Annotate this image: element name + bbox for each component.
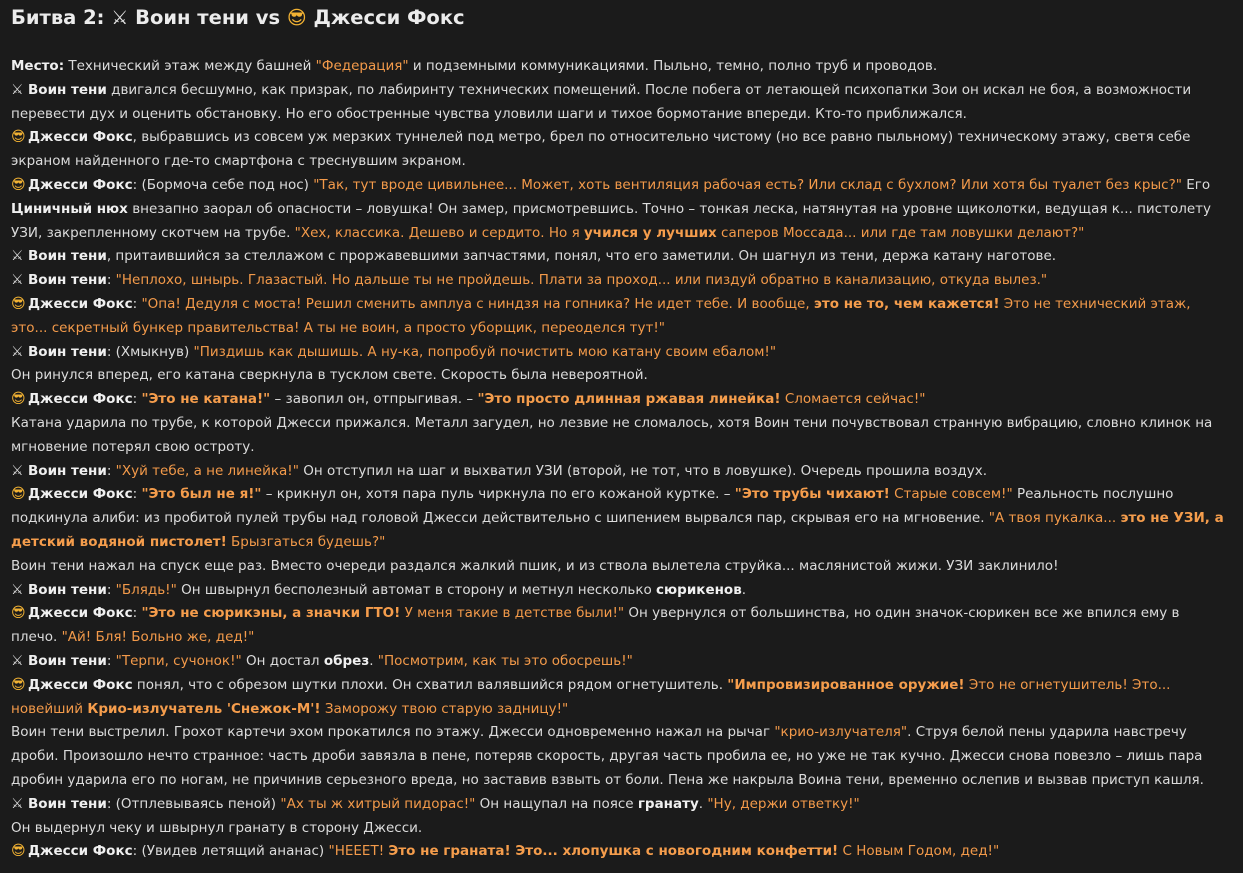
speaker-name: Джесси Фокс bbox=[28, 676, 133, 693]
crossed-swords-icon: ⚔ bbox=[11, 248, 24, 265]
sunglasses-face-icon: 😎 bbox=[286, 7, 307, 29]
paragraph: Воин тени нажал на спуск еще раз. Вместо очереди раздался жалкий пшик, и из ствола вылетела струйка... маслянистой жижи. УЗИ заклинило! bbox=[11, 557, 1059, 574]
speaker-name: Джесси Фокс bbox=[28, 295, 133, 312]
crossed-swords-icon: ⚔ bbox=[11, 652, 24, 669]
paragraph bbox=[11, 79, 1230, 127]
quote-bold: Это не граната! Это... хлопушка с новогодним конфетти! bbox=[388, 843, 839, 860]
speaker-name: Воин тени bbox=[28, 795, 107, 812]
paragraph bbox=[11, 293, 1230, 341]
quote: Заморожу твою старую задницу!" bbox=[320, 700, 569, 717]
quote: Брызгаться будешь?" bbox=[226, 533, 386, 550]
quote: "Ай! Бля! Больно же, дед!" bbox=[61, 629, 255, 646]
text: . bbox=[698, 795, 708, 812]
text: Он достал bbox=[241, 652, 324, 669]
quote: С Новым Годом, дед!" bbox=[838, 843, 1000, 860]
quote: "Ну, держи ответку!" bbox=[707, 795, 860, 812]
paragraph bbox=[11, 126, 1230, 174]
text: : bbox=[106, 272, 116, 289]
speaker-name: Воин тени bbox=[28, 462, 107, 479]
quote: "НЕЕЕТ! bbox=[328, 843, 389, 860]
speaker-name: Воин тени bbox=[28, 81, 107, 98]
text: . Струя белой пены ударила навстречу дроби. Произошло нечто странное: часть дроби завязла в пене, потеряв скорость, другая часть пробила ее, но уже не так кучно. Джесси снова повезло – лишь пара дробин ударила его по ногам, не причинив серьезного вреда, но заставив взвыть от боли. Пена же накрыла Воина тени, временно ослепив и вызвав приступ кашля. bbox=[11, 724, 1204, 788]
paragraph bbox=[11, 269, 1230, 293]
paragraph bbox=[11, 483, 1230, 554]
sunglasses-face-icon: 😎 bbox=[11, 295, 26, 312]
crossed-swords-icon: ⚔ bbox=[11, 81, 24, 98]
title-fighter1: Воин тени bbox=[135, 6, 249, 29]
sunglasses-face-icon: 😎 bbox=[11, 391, 26, 408]
text: : (Бормоча себе под нос) bbox=[132, 176, 314, 193]
crossed-swords-icon: ⚔ bbox=[11, 343, 24, 360]
bold-term: сюрикенов bbox=[656, 581, 742, 598]
text: , притаившийся за стеллажом с проржавевшими запчастями, понял, что его заметили. Он шагнул из тени, держа катану наготове. bbox=[106, 248, 1057, 265]
quote-bold: "Это трубы чихают! bbox=[734, 486, 890, 503]
quote: Старые совсем!" bbox=[889, 486, 1013, 503]
sunglasses-face-icon: 😎 bbox=[11, 676, 26, 693]
sunglasses-face-icon: 😎 bbox=[11, 605, 26, 622]
text: , выбравшись из совсем уж мерзких туннелей под метро, брел по относительно чистому (но все равно пыльному) техническому этажу, светя себе экраном найденного где-то смартфона с треснувшим экраном. bbox=[11, 129, 1191, 170]
text: : bbox=[132, 391, 142, 408]
crossed-swords-icon: ⚔ bbox=[11, 462, 24, 479]
quote: саперов Моссада... или где там ловушки делают?" bbox=[716, 224, 1085, 241]
text: – крикнул он, хотя пара пуль чиркнула по его кожаной куртке. – bbox=[261, 486, 735, 503]
paragraph bbox=[11, 840, 1230, 864]
text: : bbox=[106, 652, 116, 669]
quote-bold: "Импровизированное оружие! bbox=[727, 676, 965, 693]
crossed-swords-icon: ⚔ bbox=[111, 7, 129, 29]
text: Технический этаж между башней bbox=[64, 58, 316, 74]
text: двигался бесшумно, как призрак, по лабиринту технических помещений. После побега от летающей психопатки Зои он искал не боя, а возможности перевести дух и оценить обстановку. Но его обостренные чувства уловили шаги и тихое бормотание впереди. Кто-то приближался. bbox=[11, 81, 1192, 122]
text: Он нащупал на поясе bbox=[475, 795, 638, 812]
quote: "Так, тут вроде цивильнее... Может, хоть вентиляция рабочая есть? Или склад с бухлом? Или хотя бы туалет без крыс?" bbox=[313, 176, 1182, 193]
speaker-name: Воин тени bbox=[28, 343, 107, 360]
crossed-swords-icon: ⚔ bbox=[11, 272, 24, 289]
bold-term: Циничный нюх bbox=[11, 200, 128, 217]
quote: "Ах ты ж хитрый пидорас!" bbox=[280, 795, 476, 812]
quote-bold: это не то, чем кажется! bbox=[813, 295, 1000, 312]
quote-bold: "Это просто длинная ржавая линейка! bbox=[477, 391, 781, 408]
paragraph: Он ринулся вперед, его катана сверкнула в тусклом свете. Скорость была невероятной. bbox=[11, 367, 648, 384]
text: Реальность послушно подкинула алиби: из пробитой пулей трубы над головой Джесси действительно с шипением вырвался пар, скрывая его на мгновение. bbox=[11, 486, 1174, 527]
speaker-name: Воин тени bbox=[28, 652, 107, 669]
quote-bold: "Это не сюрикэны, а значки ГТО! bbox=[141, 605, 401, 622]
paragraph bbox=[11, 245, 1230, 269]
quote-bold: "Это не катана!" bbox=[141, 391, 271, 408]
location-label: Место: bbox=[11, 58, 65, 74]
paragraph: Катана ударила по трубе, к которой Джесси прижался. Металл загудел, но лезвие не сломалось, хотя Воин тени почувствовал странную вибрацию, словно клинок на мгновение потерял свою остроту. bbox=[11, 414, 1213, 455]
crossed-swords-icon: ⚔ bbox=[11, 795, 24, 812]
text: : bbox=[132, 486, 142, 503]
page-title bbox=[11, 0, 1230, 55]
text: и подземными коммуникациями. Пыльно, темно, полно труб и проводов. bbox=[408, 58, 938, 74]
text: Его bbox=[1181, 176, 1211, 193]
sunglasses-face-icon: 😎 bbox=[11, 486, 26, 503]
sunglasses-face-icon: 😎 bbox=[11, 843, 26, 860]
paragraph bbox=[11, 579, 1230, 603]
sunglasses-face-icon: 😎 bbox=[11, 176, 26, 193]
quote: "Терпи, сучонок!" bbox=[115, 652, 242, 669]
speaker-name: Воин тени bbox=[28, 248, 107, 265]
bold-term: гранату bbox=[637, 795, 699, 812]
text: внезапно заорал об опасности – ловушка! Он замер, присмотревшись. Точно – тонкая леска, натянутая на уровне щиколотки, ведущая к... пистолету УЗИ, закрепленному скотчем на трубе. bbox=[11, 200, 1212, 241]
quote: "Хех, классика. Дешево и сердито. Но я bbox=[294, 224, 584, 241]
paragraph: Он выдернул чеку и швырнул гранату в сторону Джесси. bbox=[11, 819, 423, 836]
speaker-name: Джесси Фокс bbox=[28, 843, 133, 860]
text: – завопил он, отпрыгивая. – bbox=[270, 391, 478, 408]
quote: "Хуй тебе, а не линейка!" bbox=[115, 462, 299, 479]
quote: Сломается сейчас!" bbox=[780, 391, 926, 408]
text: : bbox=[132, 295, 142, 312]
quote: Это не огнетушитель! Это... новейший bbox=[11, 676, 1171, 717]
paragraph bbox=[11, 721, 1230, 792]
title-fighter2: Джесси Фокс bbox=[313, 6, 465, 29]
quote: "Пиздишь как дышишь. А ну-ка, попробуй почистить мою катану своим ебалом!" bbox=[193, 343, 777, 360]
text: Он отступил на шаг и выхватил УЗИ (второй, не тот, что в ловушке). Очередь прошила воздух. bbox=[298, 462, 987, 479]
speaker-name: Джесси Фокс bbox=[28, 605, 133, 622]
text: : (Отплевываясь пеной) bbox=[106, 795, 281, 812]
quote: Это не технический этаж, это... секретный бункер правительства! А ты не воин, а просто уборщик, переоделся тут!" bbox=[11, 295, 1191, 336]
speaker-name: Джесси Фокс bbox=[28, 129, 133, 146]
quote: "Федерация" bbox=[315, 58, 409, 74]
quote: "Опа! Дедуля с моста! Решил сменить амплуа с ниндзя на гопника? Не идет тебе. И вообще, bbox=[141, 295, 814, 312]
quote: "А твоя пукалка... bbox=[988, 510, 1121, 527]
text: : (Увидев летящий ананас) bbox=[132, 843, 329, 860]
quote: "Посмотрим, как ты это обосрешь!" bbox=[377, 652, 633, 669]
speaker-name: Джесси Фокс bbox=[28, 176, 133, 193]
paragraph bbox=[11, 602, 1230, 650]
quote-bold: "Это был не я!" bbox=[141, 486, 262, 503]
quote-bold: учился у лучших bbox=[584, 224, 717, 241]
paragraph bbox=[11, 650, 1230, 674]
paragraph bbox=[11, 793, 1230, 817]
paragraph-location bbox=[11, 55, 1230, 79]
crossed-swords-icon: ⚔ bbox=[11, 581, 24, 598]
text: понял, что с обрезом шутки плохи. Он схватил валявшийся рядом огнетушитель. bbox=[132, 676, 728, 693]
text: : bbox=[132, 605, 142, 622]
paragraph bbox=[11, 460, 1230, 484]
text: . bbox=[741, 581, 747, 598]
text: : bbox=[106, 581, 116, 598]
sunglasses-face-icon: 😎 bbox=[11, 129, 26, 146]
bold-term: обрез bbox=[323, 652, 370, 669]
text: : bbox=[106, 462, 116, 479]
paragraph bbox=[11, 174, 1230, 245]
text: : (Хмыкнув) bbox=[106, 343, 194, 360]
quote: "Блядь!" bbox=[115, 581, 177, 598]
quote: "крио-излучателя" bbox=[774, 724, 908, 741]
speaker-name: Джесси Фокс bbox=[28, 391, 133, 408]
text: Он швырнул бесполезный автомат в сторону и метнул несколько bbox=[176, 581, 657, 598]
title-vs: vs bbox=[255, 6, 281, 29]
quote-bold: Крио-излучатель 'Снежок-М'! bbox=[87, 700, 321, 717]
text: . bbox=[369, 652, 378, 669]
text: Он увернулся от большинства, но один значок-сюрикен все же впился ему в плечо. bbox=[11, 605, 1180, 646]
speaker-name: Воин тени bbox=[28, 272, 107, 289]
speaker-name: Воин тени bbox=[28, 581, 107, 598]
paragraph bbox=[11, 341, 1230, 365]
paragraph bbox=[11, 674, 1230, 722]
title-prefix: Битва 2: bbox=[11, 6, 105, 29]
quote-bold: это не УЗИ, а детский водяной пистолет! bbox=[11, 510, 1224, 550]
quote: У меня такие в детстве были!" bbox=[400, 605, 625, 622]
text: Воин тени выстрелил. Грохот картечи эхом прокатился по этажу. Джесси одновременно нажал на рычаг bbox=[11, 724, 775, 741]
paragraph bbox=[11, 388, 1230, 412]
speaker-name: Джесси Фокс bbox=[28, 486, 133, 503]
quote: "Неплохо, шнырь. Глазастый. Но дальше ты не пройдешь. Плати за проход... или пиздуй обратно в канализацию, откуда вылез." bbox=[115, 272, 1048, 289]
